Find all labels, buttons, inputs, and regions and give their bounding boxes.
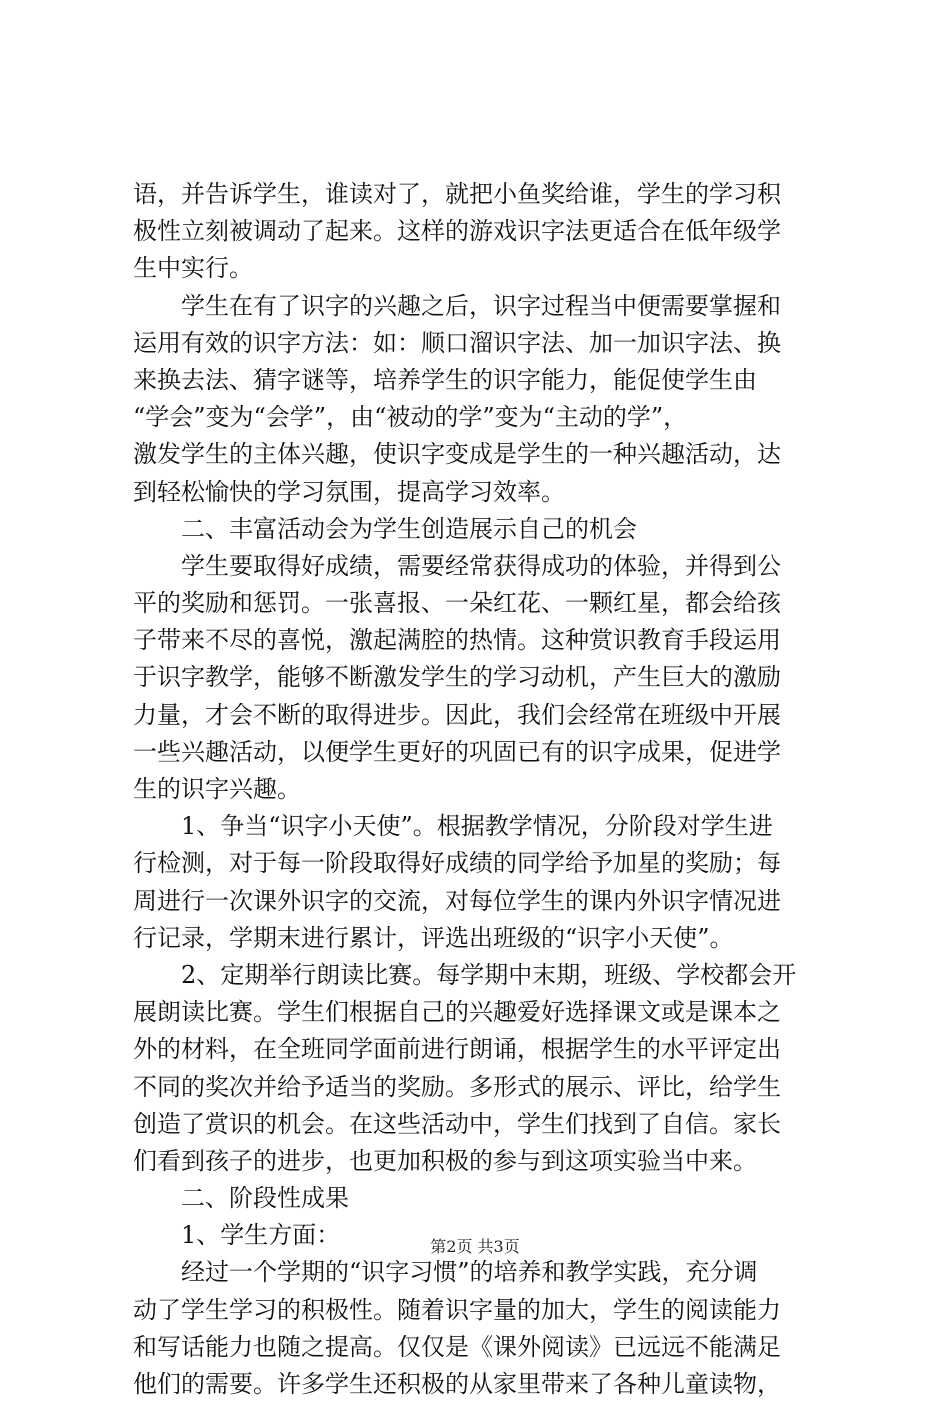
text-line: 周进行一次课外识字的交流，对每位学生的课内外识字情况进 (133, 886, 781, 915)
text-line: 外的材料，在全班同学面前进行朗诵，根据学生的水平评定出 (133, 1035, 781, 1064)
text-line: 生中实行。 (133, 254, 253, 283)
document-body (133, 176, 833, 1403)
text-line: 们看到孩子的进步，也更加积极的参与到这项实验当中来。 (133, 1146, 757, 1175)
text-line: 2、定期举行朗读比赛。每学期中末期，班级、学校都会开 (181, 960, 797, 989)
text-line: 和写话能力也随之提高。仅仅是《课外阅读》已远远不能满足 (133, 1332, 781, 1361)
text-line: 二、阶段性成果 (181, 1184, 349, 1213)
text-line: 于识字教学，能够不断激发学生的学习动机，产生巨大的激励 (133, 663, 781, 692)
text-line: 一些兴趣活动，以便学生更好的巩固已有的识字成果，促进学 (133, 737, 781, 766)
text-line: 激发学生的主体兴趣，使识字变成是学生的一种兴趣活动，达 (133, 440, 781, 469)
text-line: 到轻松愉快的学习氛围，提高学习效率。 (133, 477, 565, 506)
text-line: 1、争当“识字小天使”。根据教学情况，分阶段对学生进 (181, 812, 773, 841)
text-line: 动了学生学习的积极性。随着识字量的加大，学生的阅读能力 (133, 1295, 781, 1324)
text-line: “学会”变为“会学”，由“被动的学”变为“主动的学”， (133, 403, 688, 432)
text-line: 来换去法、猜字谜等，培养学生的识字能力，能促使学生由 (133, 365, 757, 394)
text-line: 行检测，对于每一阶段取得好成绩的同学给予加星的奖励；每 (133, 849, 781, 878)
text-line: 学生要取得好成绩，需要经常获得成功的体验，并得到公 (181, 551, 781, 580)
text-line: 展朗读比赛。学生们根据自己的兴趣爱好选择课文或是课本之 (133, 998, 781, 1027)
text-line: 子带来不尽的喜悦，激起满腔的热情。这种赏识教育手段运用 (133, 626, 781, 655)
text-line: 运用有效的识字方法：如：顺口溜识字法、加一加识字法、换 (133, 328, 781, 357)
text-line: 学生在有了识字的兴趣之后，识字过程当中便需要掌握和 (181, 291, 781, 320)
page-footer: 第2页 共3页 (430, 1237, 520, 1256)
text-line: 创造了赏识的机会。在这些活动中，学生们找到了自信。家长 (133, 1109, 781, 1138)
text-line: 语，并告诉学生，谁读对了，就把小鱼奖给谁，学生的学习积 (133, 180, 781, 208)
text-line: 极性立刻被调动了起来。这样的游戏识字法更适合在低年级学 (133, 217, 781, 246)
text-line: 力量，才会不断的取得进步。因此，我们会经常在班级中开展 (133, 700, 781, 729)
text-line: 1、学生方面： (181, 1221, 341, 1250)
text-line: 不同的奖次并给予适当的奖励。多形式的展示、评比，给学生 (133, 1072, 781, 1101)
text-line: 经过一个学期的“识字习惯”的培养和教学实践，充分调 (181, 1258, 758, 1287)
text-line: 生的识字兴趣。 (133, 775, 301, 803)
text-line: 行记录，学期末进行累计，评选出班级的“识字小天使”。 (133, 923, 734, 952)
text-line: 二、丰富活动会为学生创造展示自己的机会 (181, 514, 637, 543)
text-line: 他们的需要。许多学生还积极的从家里带来了各种儿童读物， (133, 1370, 781, 1398)
text-line: 平的奖励和惩罚。一张喜报、一朵红花、一颗红星，都会给孩 (133, 589, 781, 618)
